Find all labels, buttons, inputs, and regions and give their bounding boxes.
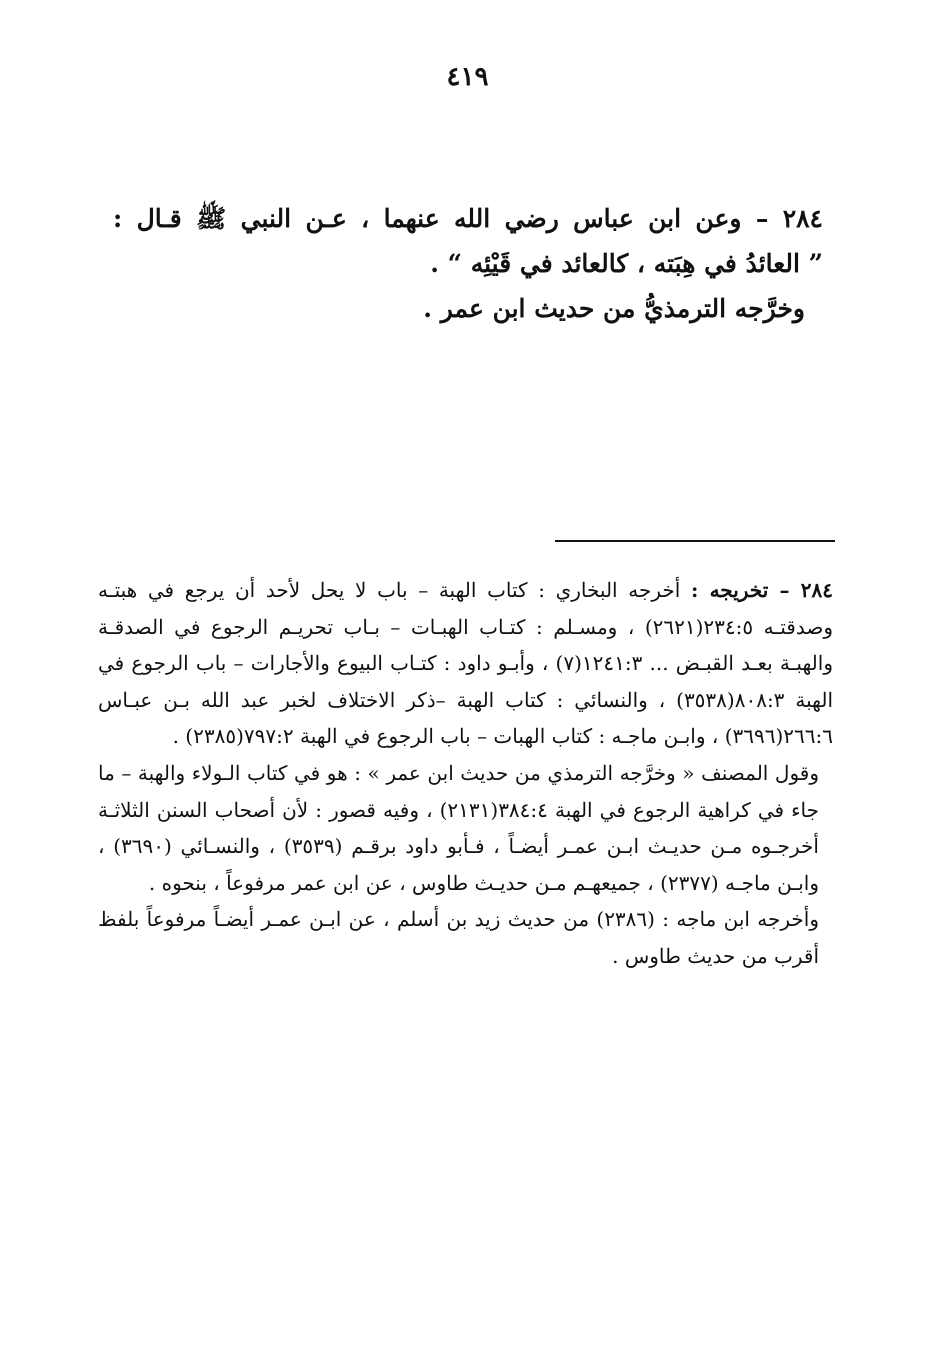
hadith-opening: ٢٨٤ – وعن ابن عباس رضي الله عنهما ، عـن النبي ﷺ قـال : bbox=[113, 204, 823, 233]
author-note-paragraph: وقول المصنف « وخرَّجه الترمذي من حديث ابن عمر » : هو في كتاب الـولاء والهبة – ما جاء في كراهية الرجوع في الهبة ٣٨٤:٤(٢١٣١) ، وفيه قصور : لأن أصحاب السنن الثلاثـة أخرجـوه مـن حديـث ابـن عمـر أيضـاً ، فـأبو داود برقـم (٣٥٣٩) ، والنسـائي (٣٦٩٠) ، وابـن ماجـه (٢٣٧٧) ، جميعهـم مـن حديـث طاوس ، عن ابن عمر مرفوعاً ، بنحوه . bbox=[98, 760, 819, 895]
tirmidhi-note: وخرَّجه الترمذيُّ من حديث ابن عمر . bbox=[423, 294, 805, 323]
takhrij-paragraph bbox=[98, 572, 833, 755]
ibn-majah-paragraph: وأخرجه ابن ماجه : (٢٣٨٦) من حديث زيد بن أسلم ، عن ابـن عمـر أيضـاً مرفوعاً بلفظ أقرب من حديث طاوس . bbox=[98, 907, 819, 968]
footnote-divider bbox=[555, 540, 835, 542]
takhrij-label: ٢٨٤ – تخريجه : bbox=[690, 578, 834, 602]
main-hadith-text bbox=[113, 196, 823, 331]
footnotes-section bbox=[98, 572, 833, 975]
hadith-text: ” العائدُ في هِبَته ، كالعائد في قَيْئِه “ . bbox=[430, 249, 823, 278]
page-number: ٤١٩ bbox=[446, 62, 489, 92]
takhrij-text: أخرجه البخاري : كتاب الهبة – باب لا يحل لأحد أن يرجع في هبتـه وصدقتـه ٢٣٤:٥(٢٦٢١) ، ومسـلم : كتـاب الهبـات – بـاب تحريـم الرجوع في الصدقـة والهبـة بعـد القبـض ... ١٢٤١:٣(٧) ، وأبـو داود : كتـاب البيوع والأجارات – باب الرجوع في الهبة ٨٠٨:٣(٣٥٣٨) ، والنسائي : كتاب الهبة –ذكر الاختلاف لخبر عبد الله بـن عبـاس ٢٦٦:٦(٣٦٩٦) ، وابـن ماجـه : كتاب الهبات – باب الرجوع في الهبة ٧٩٧:٢(٢٣٨٥) . bbox=[98, 578, 834, 749]
